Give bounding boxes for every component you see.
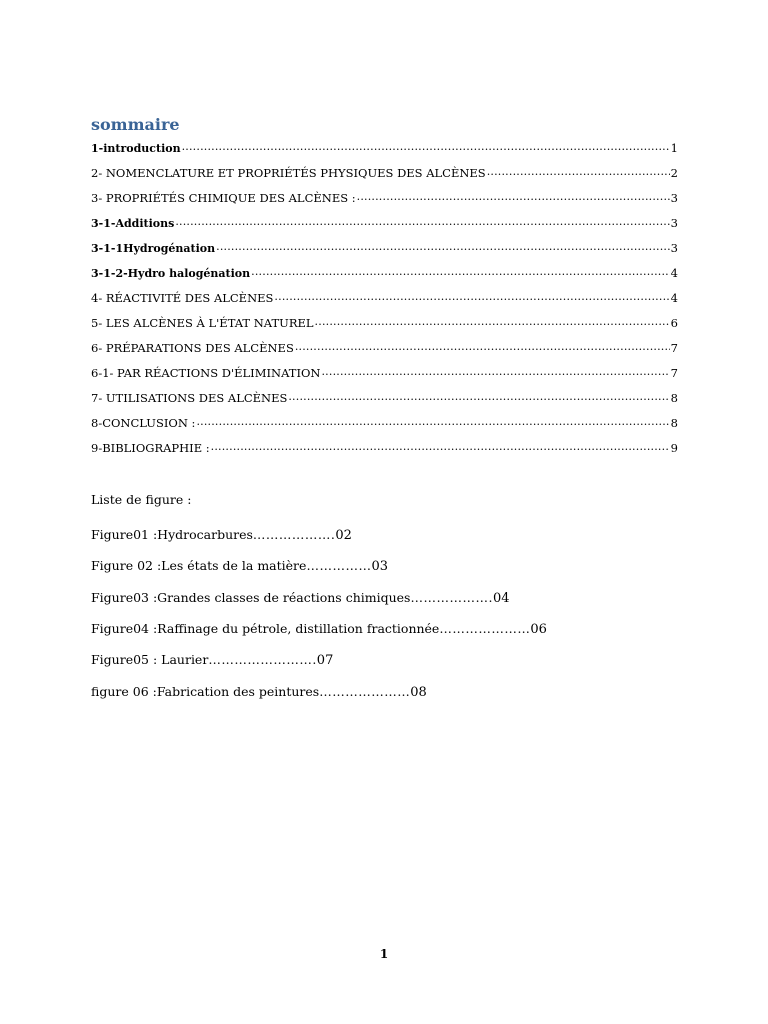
figure-page: 02: [335, 528, 352, 543]
toc-entry-page: 3: [670, 241, 678, 255]
toc-entry-label: 3-1-2-Hydro halogénation: [91, 267, 251, 280]
toc-entry-label: 2- NOMENCLATURE ET PROPRIÉTÉS PHYSIQUES DES ALCÈNES: [91, 166, 486, 180]
toc-entry-leader: [315, 316, 670, 330]
figure-label: Figure05 : Laurier: [91, 652, 209, 667]
toc-entry-leader: [196, 416, 669, 430]
toc-entry[interactable]: [91, 362, 678, 380]
figure-leader: …………………: [319, 684, 411, 699]
toc-entry-leader: [175, 216, 669, 230]
toc-entry[interactable]: [91, 412, 678, 430]
figure-list-item[interactable]: [91, 652, 333, 668]
toc-entry-page: 3: [670, 191, 678, 205]
toc-entry-label: 7- UTILISATIONS DES ALCÈNES: [91, 391, 288, 405]
toc-entry-label: 3- PROPRIÉTÉS CHIMIQUE DES ALCÈNES :: [91, 191, 356, 205]
figure-leader: ……………….: [252, 527, 336, 542]
figure-leader: …………………: [439, 621, 531, 636]
figure-label: Figure 02 :Les états de la matière: [91, 558, 307, 573]
toc-entry-leader: [251, 266, 670, 280]
figure-leader: …………………….: [208, 652, 317, 667]
toc-entry-label: 6-1- PAR RÉACTIONS D'ÉLIMINATION: [91, 366, 321, 380]
toc-entry[interactable]: [91, 437, 678, 455]
toc-entry[interactable]: [91, 237, 678, 255]
figure-label: Figure01 :Hydrocarbures: [91, 527, 253, 542]
toc-entry-label: 9-BIBLIOGRAPHIE :: [91, 441, 210, 455]
toc-entry[interactable]: [91, 262, 678, 280]
figure-list-item[interactable]: [91, 621, 547, 637]
toc-entry[interactable]: [91, 312, 678, 330]
toc-entry-page: 1: [670, 141, 678, 155]
toc-entry-label: 5- LES ALCÈNES À L'ÉTAT NATUREL: [91, 316, 314, 330]
figure-label: figure 06 :Fabrication des peintures: [91, 684, 320, 699]
toc-entry-page: 8: [670, 391, 678, 405]
toc-entry-label: 4- RÉACTIVITÉ DES ALCÈNES: [91, 291, 274, 305]
toc-entry-leader: [211, 441, 670, 455]
toc-entry-leader: [216, 241, 670, 255]
figure-label: Figure04 :Raffinage du pétrole, distillation fractionnée: [91, 621, 440, 636]
toc-entry-page: 4: [670, 266, 678, 280]
toc-entry-label: 6- PRÉPARATIONS DES ALCÈNES: [91, 341, 294, 355]
toc-entry-leader: [487, 166, 670, 180]
figure-page: 07: [316, 653, 334, 668]
toc-entry[interactable]: [91, 387, 678, 405]
toc-entry-leader: [274, 291, 669, 305]
toc-entry-leader: [357, 191, 670, 205]
toc-entry[interactable]: [91, 137, 678, 155]
toc-entry-label: 8-CONCLUSION :: [91, 416, 196, 430]
figure-leader: ……………: [306, 558, 372, 573]
figure-list-item[interactable]: [91, 527, 352, 543]
toc-entry-page: 6: [670, 316, 678, 330]
toc-entry[interactable]: [91, 187, 678, 205]
figure-page: 08: [410, 685, 427, 700]
toc-entry[interactable]: [91, 212, 678, 230]
figure-list-title: Liste de figure :: [91, 492, 192, 507]
page-number: 1: [379, 947, 389, 961]
figure-list-item[interactable]: [91, 684, 427, 700]
figure-page: 03: [371, 559, 388, 574]
figure-list-item[interactable]: [91, 558, 388, 574]
toc-entry-leader: [182, 141, 670, 155]
toc-entry[interactable]: [91, 337, 678, 355]
toc-entry-leader: [321, 366, 669, 380]
toc-entry-page: 3: [670, 216, 678, 230]
toc-entry-leader: [288, 391, 669, 405]
toc-entry-page: 2: [670, 166, 678, 180]
figure-leader: ……………….: [410, 590, 493, 605]
sommaire-title: sommaire: [91, 115, 180, 134]
figure-label: Figure03 :Grandes classes de réactions chimiques: [91, 590, 411, 605]
toc-entry-page: 7: [670, 366, 678, 380]
figure-list-item[interactable]: [91, 590, 509, 606]
toc-entry-page: 4: [670, 291, 678, 305]
toc-entry-leader: [295, 341, 670, 355]
toc-entry-label: 3-1-1Hydrogénation: [91, 242, 216, 255]
figure-page: 04: [492, 591, 510, 606]
toc-entry-label: 1-introduction: [91, 142, 181, 155]
figure-page: 06: [530, 622, 547, 637]
toc-entry-page: 8: [670, 416, 678, 430]
toc-entry[interactable]: [91, 162, 678, 180]
toc-entry-label: 3-1-Additions: [91, 217, 175, 230]
toc-entry-page: 9: [670, 441, 678, 455]
toc-entry-page: 7: [670, 341, 678, 355]
toc-entry[interactable]: [91, 287, 678, 305]
